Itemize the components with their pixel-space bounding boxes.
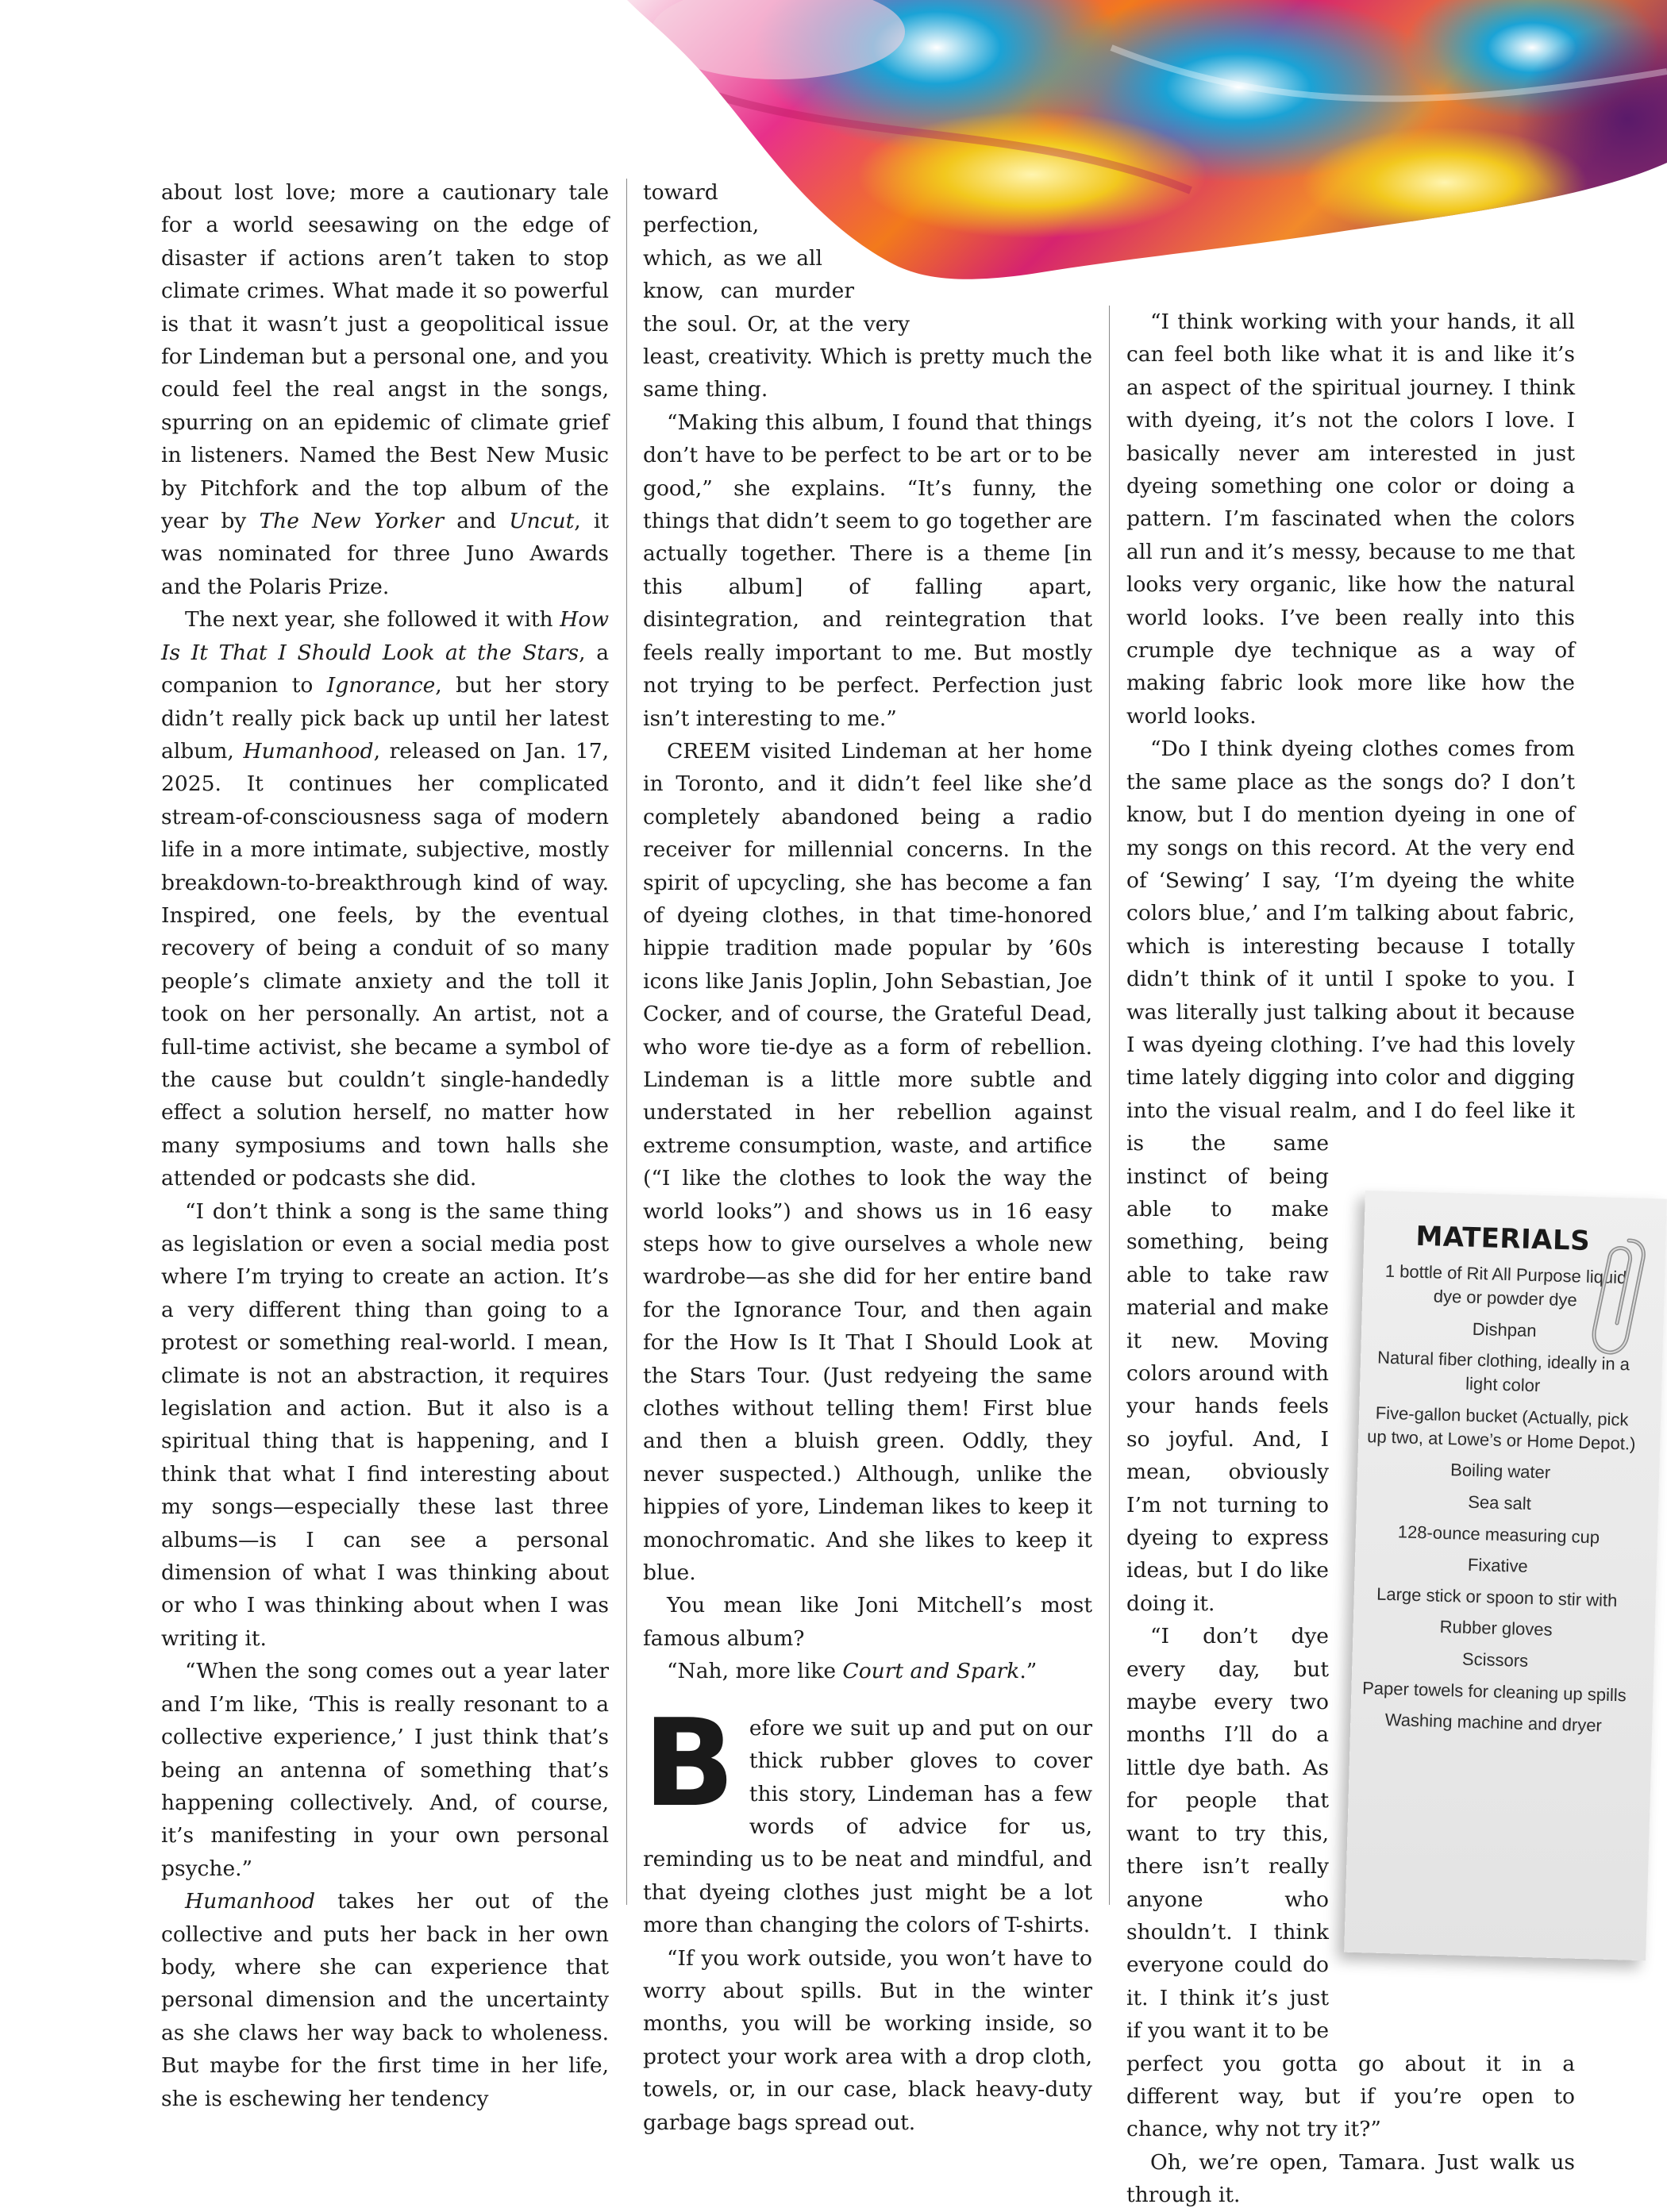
body-text: The next year, she followed it with <box>185 607 560 633</box>
materials-item: Washing machine and dryer <box>1384 1710 1603 1736</box>
materials-item: Five-gallon bucket (Actually, pick up two, at Lowe’s or Home Depot.) <box>1366 1402 1636 1454</box>
materials-item: Large stick or spoon to stir with <box>1376 1583 1618 1610</box>
paragraph: “When the song comes out a year later and I’m like, ‘This is really resonant to a collective experience,’ I just think that’s being an antenna of something that’s happening collectively. And, of course, it’s manifesting in your own personal psyche.” <box>161 1659 609 1881</box>
body-text: , a companion to <box>161 640 609 698</box>
materials-item: Paper towels for cleaning up spills <box>1361 1677 1627 1705</box>
body-text: and <box>444 509 510 534</box>
article-column-2 <box>643 176 1092 2139</box>
paragraph: CREEM visited Lindeman at her home in Toronto, and it didn’t feel like she’d completely abandoned being a radio receiver for millennial concerns. In the spirit of upcycling, she has become a fan of dyeing clothes, in that time-honored hippie tradition made popular by ’60s icons like Janis Joplin, John Sebastian, Joe Cocker, and of course, the Grateful Dead, who wore tie-dye as a form of rebellion. Lindeman is a little more subtle and understated in her rebellion against extreme consumption, waste, and artifice (“I like the clothes to look the way the world looks”) and shows us in 16 easy steps how to give ourselves a whole new wardrobe—as she did for her entire band for the Ignorance Tour, and then again for the How Is It That I Should Look at the Stars Tour. (Just redyeing the same clothes without telling them! First blue and then a bluish green. Oddly, they never suspected.) Although, unlike the hippies of yore, Lindeman likes to keep it monochromatic. And she likes to keep it blue. <box>643 738 1092 1586</box>
body-text: “Nah, more like <box>667 1659 843 1684</box>
drop-cap: B <box>643 1692 735 1833</box>
materials-item: Dishpan <box>1472 1318 1537 1341</box>
album-title: Court and Spark <box>842 1659 1020 1684</box>
materials-item: Rubber gloves <box>1439 1617 1553 1641</box>
paragraph: “Making this album, I found that things don’t have to be perfect to be art or to be good,” she explains. “It’s funny, the things that didn’t seem to go together are actually together. There is a theme [in this album] of falling apart, disintegration, and reintegration that feels really important to me. But mostly not trying to be perfect. Perfection just isn’t interesting to me.” <box>643 410 1092 731</box>
album-title: How Is It That I Should Look at the Stars <box>161 607 609 665</box>
body-text: efore we suit up and put on our thick rubber gloves to cover this story, Lindeman has a few words of advice for us, reminding us to be neat and mindful, and that dyeing clothes just might be a lot more than changing the colors of T-shirts. <box>643 1715 1092 1938</box>
paragraph: “Do I think dyeing clothes comes from the same place as the songs do? I don’t know, but I do mention dyeing in one of my songs on this record. At the very end of ‘Sewing’ I say, ‘I’m dyeing the white colors blue,’ and I’m talking about fabric, which is interesting because I totally didn’t think of it until I spoke to you. I was literally just talking about it because I was dyeing clothing. I’ve had this lovely time lately digging into color and digging into the visual realm, and I do feel like it is the same instinct of being able to make something, being able to take raw material and make it new. Moving colors around with your hands feels so joyful. And, I mean, obviously I’m not turning to dyeing to express ideas, but I do like doing it. <box>1126 737 1575 1616</box>
paragraph <box>643 1655 1092 1687</box>
album-title: Ignorance <box>326 673 436 698</box>
materials-item: Boiling water <box>1449 1460 1551 1483</box>
body-text: , it was nominated for three Juno Awards and the Polaris Prize. <box>161 509 609 599</box>
materials-item: 128-ounce measuring cup <box>1397 1521 1600 1547</box>
album-title: Humanhood <box>243 738 374 764</box>
column-rule-right <box>1109 306 1110 1905</box>
paragraph <box>161 603 609 1194</box>
paragraph: “I don’t dye every day, but maybe every two months I’ll do a little dye bath. As for people that want to try this, there isn’t really anyone who shouldn’t. I think everyone could do it. I think it’s just if you want it to be perfect you gotta go about it in a different way, but if you’re open to chance, why not try it?” <box>1126 1624 1575 2142</box>
paragraph <box>643 1692 1092 1942</box>
paragraph: Oh, we’re open, Tamara. Just walk us through it. <box>1126 2149 1575 2208</box>
body-text: takes her out of the collective and puts her back in her own body, where she can experience that personal dimension and the uncertainty as she claws her way back to wholeness. But maybe for the first time in her life, she is eschewing her tendency <box>161 1889 609 2111</box>
publication-title: The New Yorker <box>259 509 445 534</box>
materials-item: Natural fiber clothing, ideally in a light color <box>1376 1347 1630 1396</box>
materials-item: 1 bottle of Rit All Purpose liquid dye or powder dye <box>1384 1260 1627 1310</box>
paragraph: toward perfection, which, as we all know, can murder the soul. Or, at the very least, creativity. Which is pretty much the same thing. <box>643 180 1092 402</box>
article-column-1 <box>161 176 609 2115</box>
paragraph: “I think working with your hands, it all can feel both like what it is and like it’s an aspect of the spiritual journey. I think with dyeing, it’s not the colors I love. I basically never am interested in just dyeing something one color or doing a pattern. I’m fascinated when the colors all run and it’s messy, because to me that looks very organic, like how the natural world looks. I’ve been really into this crumple dye technique as a way of making fabric look more like how the world looks. <box>1126 310 1575 729</box>
materials-title: MATERIALS <box>1415 1220 1591 1257</box>
materials-item: Scissors <box>1461 1648 1529 1671</box>
body-text: .” <box>1019 1659 1038 1684</box>
paragraph <box>161 1885 609 2115</box>
body-text: , but her story didn’t really pick back up until her latest album, <box>161 673 609 764</box>
paragraph <box>161 176 609 603</box>
paperclip-icon <box>1588 1234 1651 1361</box>
publication-title: Uncut <box>509 509 575 534</box>
body-text: , released on Jan. 17, 2025. It continues her complicated stream-of-consciousness saga of modern life in a more intimate, subjective, mostly breakdown-to-breakthrough kind of way. Inspired, one feels, by the eventual recovery of being a conduit of so many people’s climate anxiety and the toll it took on her personally. An artist, not a full-time activist, she became a symbol of the cause but couldn’t single-handedly effect a solution herself, no matter how many symposiums and town halls she attended or podcasts she did. <box>161 738 610 1191</box>
materials-item: Sea salt <box>1467 1491 1532 1514</box>
body-text: about lost love; more a cautionary tale for a world seesawing on the edge of disaster if actions aren’t taken to stop climate crimes. What made it so powerful is that it wasn’t just a geopolitical issue for Lindeman but a personal one, and you could feel the real angst in the songs, spurring on an epidemic of climate grief in listeners. Named the Best New Music by Pitchfork and the top album of the year by <box>161 180 609 534</box>
materials-item: Fixative <box>1467 1554 1529 1577</box>
paragraph: “I don’t think a song is the same thing as legislation or even a social media post where I’m trying to create an action. It’s a very different thing than going to a protest or something real-world. I mean, climate is not an abstraction, it requires legislation and action. But it also is a spiritual thing that is happening, and I think that what I find interesting about my songs—especially these last three albums—is I can see a personal dimension of what I was thinking about or who I was thinking about when I was writing it. <box>161 1198 609 1651</box>
paragraph: You mean like Joni Mitchell’s most famous album? <box>643 1593 1092 1651</box>
paragraph: “If you work outside, you won’t have to worry about spills. But in the winter months, you will be working inside, so protect your work area with a drop cloth, towels, or, in our case, black heavy-duty garbage bags spread out. <box>643 1945 1092 2135</box>
album-title: Humanhood <box>185 1889 316 1914</box>
column-rule-left <box>626 179 627 1905</box>
